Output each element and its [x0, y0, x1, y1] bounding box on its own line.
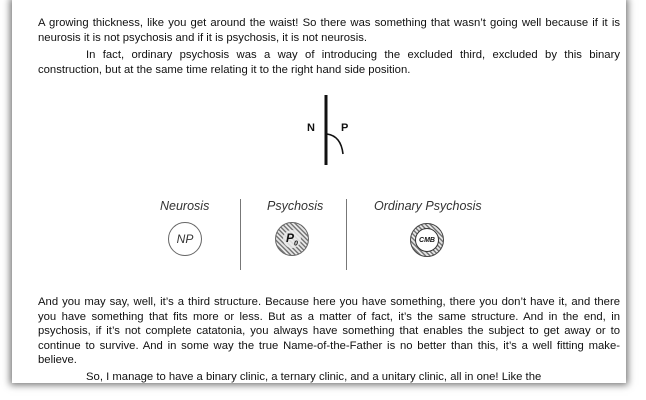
np-symbol-circle	[168, 222, 202, 256]
cmb-symbol-circle	[410, 223, 444, 257]
np-symbol: NP	[176, 232, 194, 246]
paragraph: And you may say, well, it’s a third structure. Because here you have something, there you don’t have it, and there you have something that fits more or less. But as a matter of fact, it’s the same structure. And in the end, in psychosis, if it’s not complete catatonia, you always have something that enables the subject to get away or to continue to survive. And in some way the true Name-of-the-Father is no better than this, it’s a well fitting make-believe.	[38, 296, 620, 367]
psychosis-label: Psychosis	[267, 199, 324, 213]
neurosis-label: Neurosis	[160, 199, 210, 213]
paragraph: In fact, ordinary psychosis was a way of introducing the excluded third, excluded by this binary construction, but at the same time relating it to the right hand side position.	[38, 49, 620, 76]
ordinary-psychosis-label: Ordinary Psychosis	[374, 199, 482, 213]
n-label: N	[307, 122, 315, 134]
divider	[346, 199, 347, 270]
document-page	[12, 0, 626, 383]
paragraph: So, I manage to have a binary clinic, a ternary clinic, and a unitary clinic, all in one! Like the	[86, 371, 542, 383]
p0-symbol: $P_0$	[283, 230, 301, 248]
divider	[240, 199, 241, 270]
cmb-symbol: CMB	[415, 228, 439, 252]
paragraph: A growing thickness, like you get around the waist! So there was something that wasn’t going well because if it is neurosis it is not psychosis and if it is psychosis, it is not neurosis.	[38, 17, 620, 44]
p-label: P	[341, 122, 349, 134]
p0-symbol-circle	[275, 222, 309, 256]
